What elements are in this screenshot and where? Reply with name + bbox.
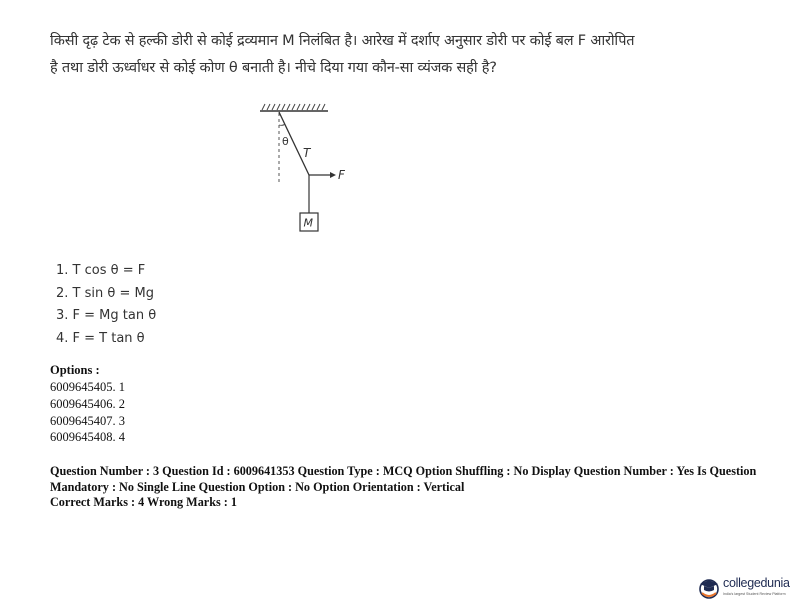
question-marks: Correct Marks : 4 Wrong Marks : 1 <box>50 495 237 509</box>
angle-label: θ <box>282 135 289 148</box>
choice-1: 1. T cos θ = F <box>56 263 146 278</box>
mass-label: M <box>303 216 313 230</box>
choice-2: 2. T sin θ = Mg <box>56 285 154 301</box>
option-id-3: 6009645407. 3 <box>50 413 125 428</box>
question-meta <box>50 464 770 511</box>
pendulum-figure <box>250 95 370 245</box>
question-text <box>50 28 635 82</box>
option-id-4: 6009645408. 4 <box>50 430 125 445</box>
option-id-2: 6009645406. 2 <box>50 396 125 411</box>
question-line-2: है तथा डोरी ऊर्ध्वाधर से कोई कोण θ बनाती है। नीचे दिया गया कौन-सा व्यंजक सही है? <box>50 60 497 76</box>
angle-arc <box>279 124 285 125</box>
answer-choices <box>56 260 156 350</box>
choice-3: 3. F = Mg tan θ <box>56 308 157 323</box>
question-meta-details: Question Number : 3 Question Id : 6009641353 Question Type : MCQ Option Shuffling : No Display Question Number : Yes Is Question Mandatory : No Single Line Question Option : No Option Orientation : Vertical <box>50 464 757 494</box>
options-title: Options : <box>50 363 100 377</box>
graduation-cap-icon <box>698 577 720 599</box>
logo-name: collegedunia <box>723 576 790 590</box>
pendulum-diagram <box>250 95 370 245</box>
option-id-1: 6009645405. 1 <box>50 380 125 394</box>
collegedunia-logo <box>696 573 788 603</box>
force-arrowhead <box>330 172 336 178</box>
logo-tagline: India's largest Student Review Platform <box>723 592 786 596</box>
choice-4: 4. F = T tan θ <box>56 330 145 346</box>
tension-label: T <box>303 146 311 160</box>
force-label: F <box>338 168 345 182</box>
options-list <box>50 362 125 446</box>
ceiling-hatch <box>262 104 325 110</box>
question-line-1: किसी दृढ़ टेक से हल्की डोरी से कोई द्रव्यमान M निलंबित है। आरेख में दर्शाए अनुसार डोरी पर कोई बल F आरोपित <box>50 33 635 49</box>
